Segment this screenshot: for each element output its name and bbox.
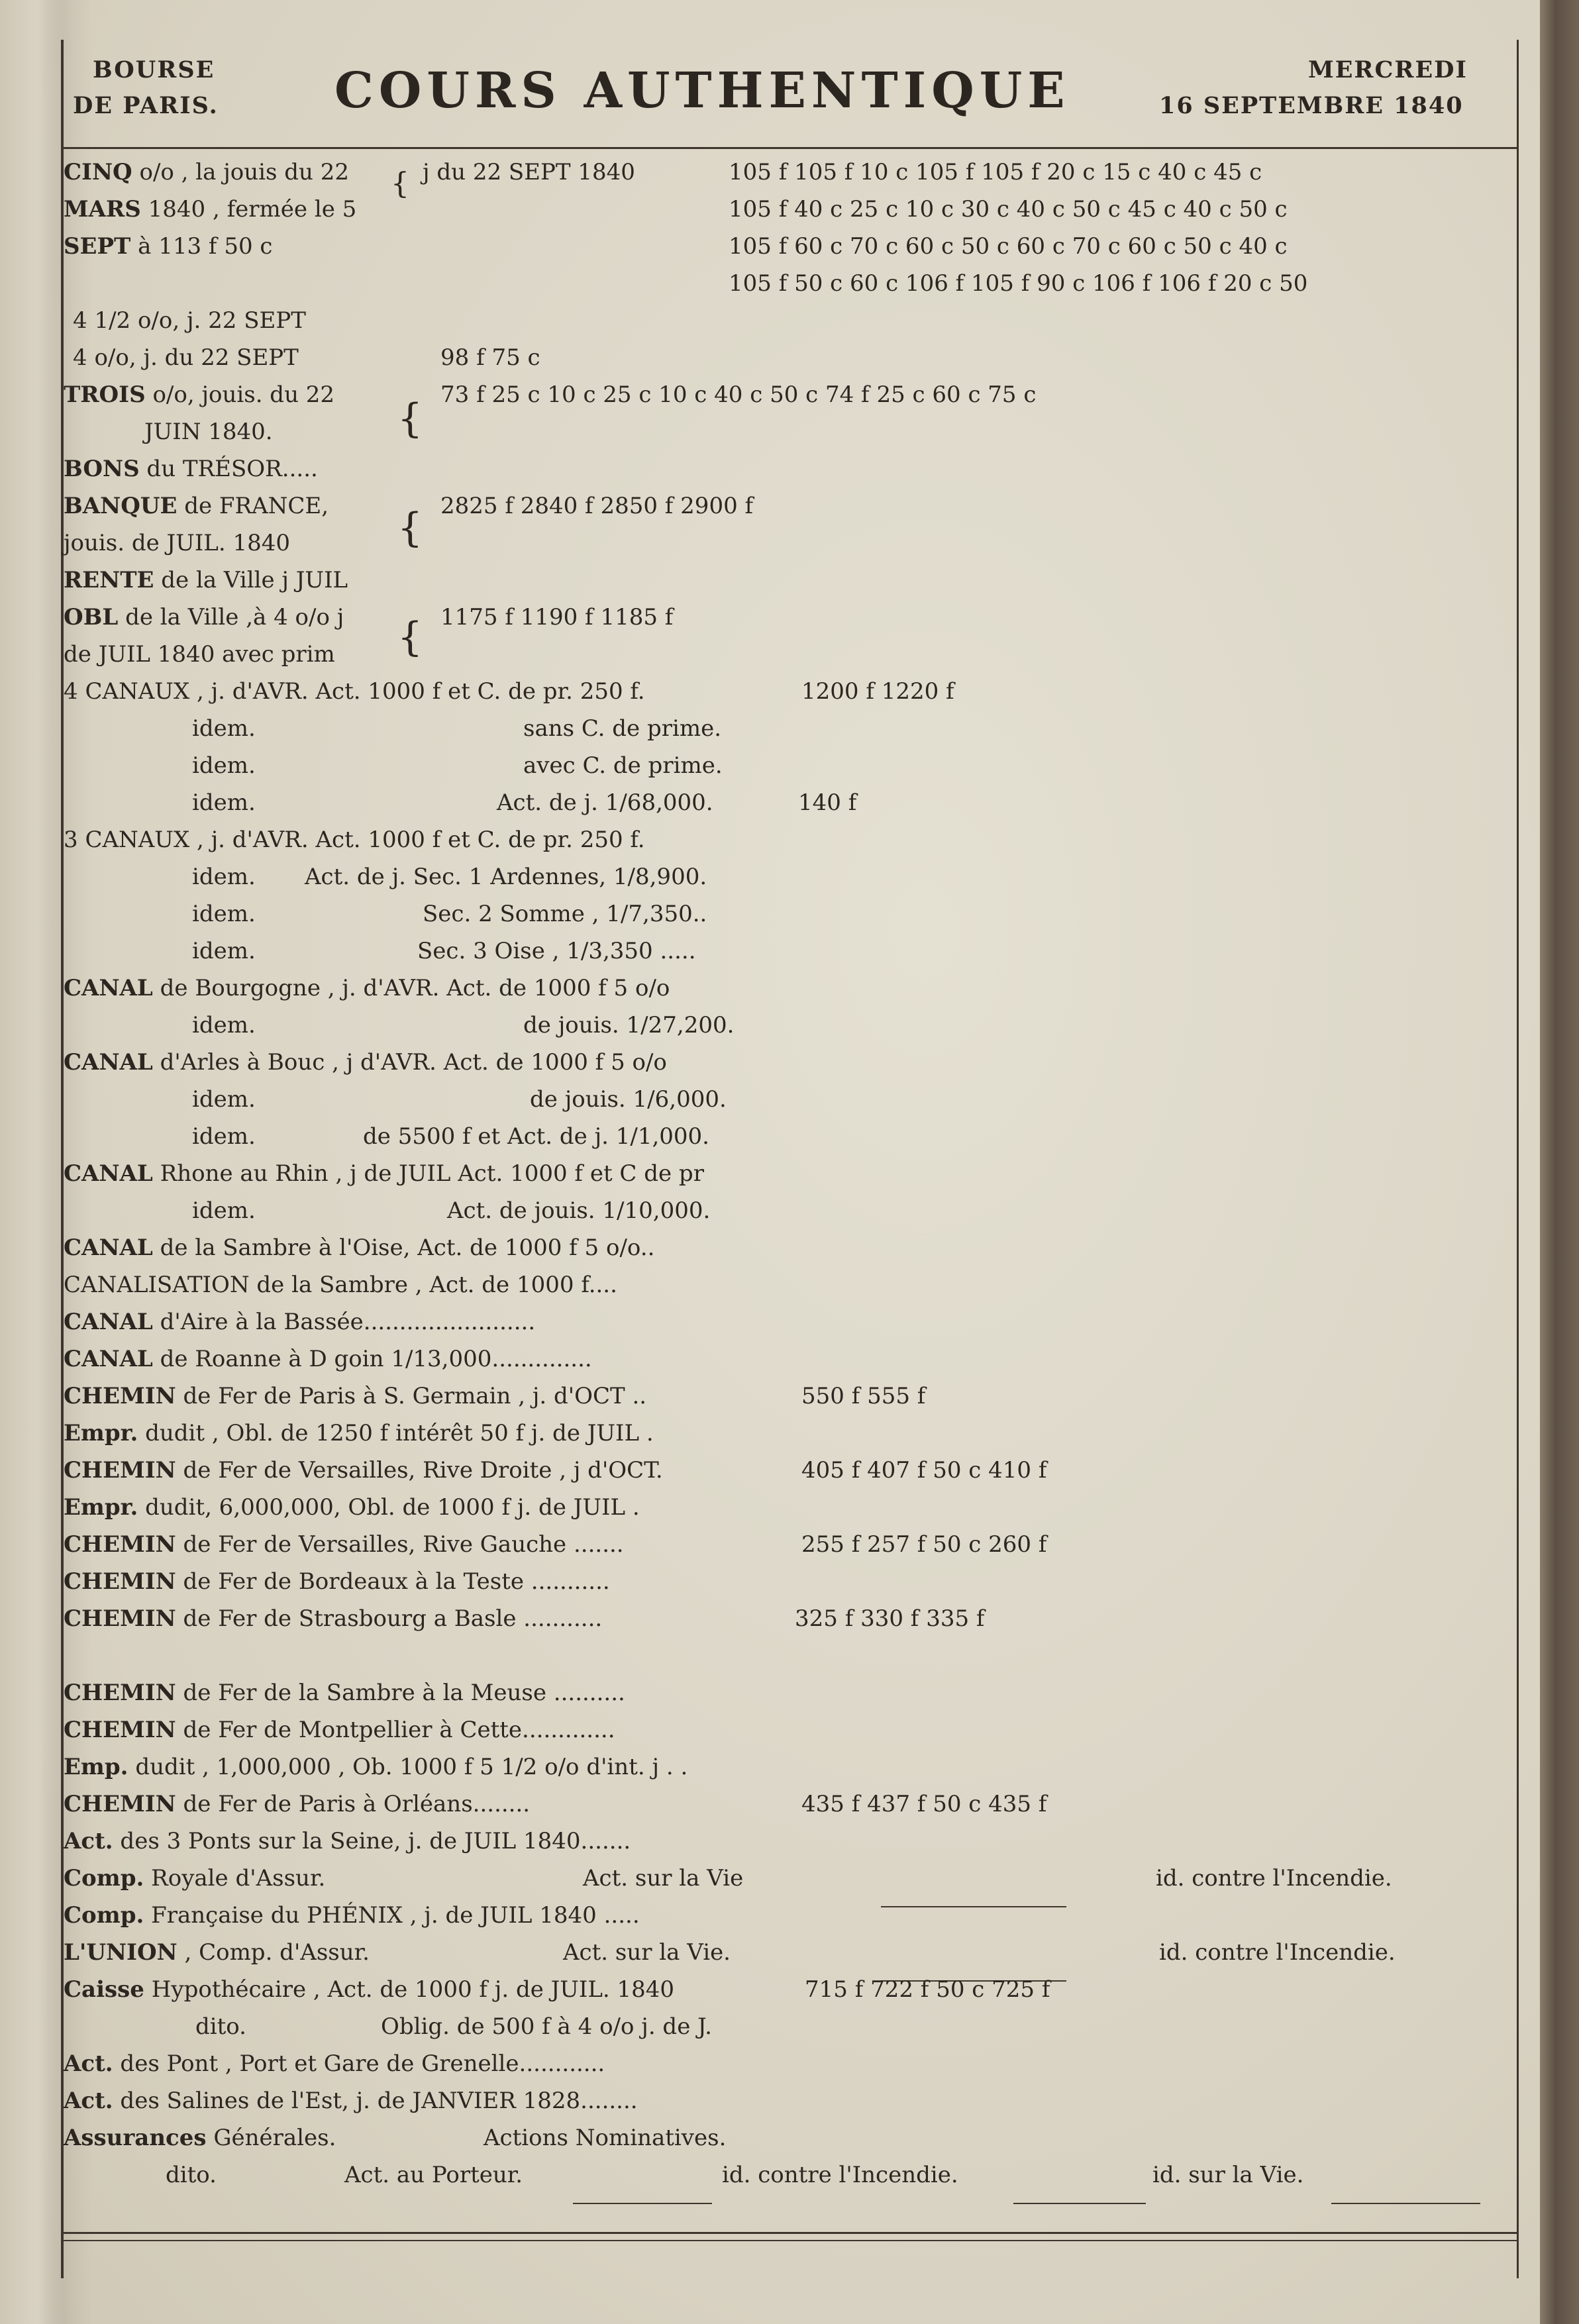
listing-label: CANAL d'Aire à la Bassée........................ [64, 1309, 536, 1335]
bottom-rule-1 [61, 2232, 1518, 2234]
listing-value: 435 f 437 f 50 c 435 f [801, 1791, 1047, 1817]
listing-value: idem. [192, 715, 256, 742]
listing-label: CHEMIN de Fer de Montpellier à Cette............. [64, 1717, 615, 1743]
listing-label: BONS du TRÉSOR..... [64, 456, 318, 482]
listing-value: idem. [192, 789, 256, 816]
listing-value: Act. de j. 1/68,000. [497, 789, 713, 816]
listing-value: 73 f 25 c 10 c 25 c 10 c 40 c 50 c 74 f 25 c 60 c 75 c [440, 381, 1037, 408]
listing-value: 325 f 330 f 335 f [795, 1605, 985, 1632]
listing-label: CHEMIN de Fer de Paris à S. Germain , j. d'OCT .. [64, 1383, 647, 1409]
listing-label: CHEMIN de Fer de la Sambre à la Meuse .......... [64, 1680, 625, 1706]
listing-value: idem. [192, 1123, 256, 1150]
listing-value: id. sur la Vie. [1152, 2162, 1304, 2188]
listing-value: Sec. 2 Somme , 1/7,350.. [423, 901, 707, 927]
listing-value: avec C. de prime. [523, 752, 723, 779]
blank-price-line [881, 1880, 1066, 1907]
blank-price-line [1013, 2176, 1146, 2204]
listing-value: idem. [192, 1086, 256, 1113]
listing-value: Act. de j. Sec. 1 Ardennes, 1/8,900. [305, 864, 707, 890]
right-border-line [1517, 40, 1519, 2278]
listing-value: de 5500 f et Act. de j. 1/1,000. [363, 1123, 709, 1150]
listing-label: CHEMIN de Fer de Paris à Orléans........ [64, 1791, 531, 1817]
listing-label: 4 o/o, j. du 22 SEPT [73, 344, 299, 371]
listing-label: CANAL de Roanne à D goin 1/13,000.............. [64, 1346, 592, 1372]
listing-label: TROIS o/o, jouis. du 22 [64, 381, 335, 408]
brace-mark: { [397, 505, 423, 551]
listing-label: CINQ o/o , la jouis du 22 [64, 159, 350, 185]
bottom-rule-2 [61, 2240, 1518, 2241]
listing-value: Actions Nominatives. [484, 2125, 727, 2151]
brace-mark: { [397, 614, 423, 660]
listing-label: BANQUE de FRANCE, [64, 493, 329, 519]
brace-mark: { [391, 167, 409, 201]
listing-label: CHEMIN de Fer de Strasbourg a Basle ........... [64, 1605, 603, 1632]
listing-value: 105 f 105 f 10 c 105 f 105 f 20 c 15 c 40 c 45 c [729, 159, 1262, 185]
listing-label: SEPT à 113 f 50 c [64, 233, 273, 260]
listing-label: Emp. dudit , 1,000,000 , Ob. 1000 f 5 1/2 o/o d'int. j . . [64, 1754, 688, 1780]
listing-label: CANALISATION de la Sambre , Act. de 1000 f.... [64, 1272, 617, 1298]
listing-value: de jouis. 1/27,200. [523, 1012, 735, 1038]
header-left-line1: BOURSE [93, 56, 215, 83]
listing-value: JUIN 1840. [144, 419, 273, 445]
listing-value: Act. sur la Vie. [563, 1939, 731, 1966]
listing-label: CANAL de Bourgogne , j. d'AVR. Act. de 1000 f 5 o/o [64, 975, 670, 1001]
listing-value: 550 f 555 f [801, 1383, 926, 1409]
listing-value: Act. sur la Vie [583, 1865, 744, 1892]
listing-value: idem. [192, 938, 256, 964]
listing-label: Act. des Pont , Port et Gare de Grenelle............ [64, 2050, 605, 2077]
listing-label: CHEMIN de Fer de Bordeaux à la Teste ........... [64, 1568, 610, 1595]
listing-label: CANAL Rhone au Rhin , j de JUIL Act. 1000 f et C de pr [64, 1160, 704, 1187]
listing-label: MARS 1840 , fermée le 5 [64, 196, 357, 223]
listing-value: id. contre l'Incendie. [1156, 1865, 1392, 1892]
listing-value: idem. [192, 1012, 256, 1038]
listing-label: 4 CANAUX , j. d'AVR. Act. 1000 f et C. de pr. 250 f. [64, 678, 645, 705]
listing-label: CHEMIN de Fer de Versailles, Rive Droite , j d'OCT. [64, 1457, 663, 1484]
listing-label: 4 1/2 o/o, j. 22 SEPT [73, 307, 306, 334]
listing-value: 105 f 60 c 70 c 60 c 50 c 60 c 70 c 60 c 50 c 40 c [729, 233, 1288, 260]
book-spine [1540, 0, 1579, 2324]
listing-value: 1200 f 1220 f [801, 678, 954, 705]
listing-value: de jouis. 1/6,000. [530, 1086, 727, 1113]
listing-value: idem. [192, 901, 256, 927]
listing-label: Act. des Salines de l'Est, j. de JANVIER 1828........ [64, 2088, 638, 2114]
listing-value: idem. [192, 752, 256, 779]
listing-label: jouis. de JUIL. 1840 [64, 530, 290, 556]
listing-value: 405 f 407 f 50 c 410 f [801, 1457, 1047, 1484]
listing-label: RENTE de la Ville j JUIL [64, 567, 348, 593]
listing-label: Assurances Générales. [64, 2125, 336, 2151]
listing-value: idem. [192, 1197, 256, 1224]
page-title: COURS AUTHENTIQUE [334, 62, 1070, 119]
listing-value: dito. [166, 2162, 217, 2188]
listing-label: 3 CANAUX , j. d'AVR. Act. 1000 f et C. de pr. 250 f. [64, 827, 645, 853]
listing-label: Act. des 3 Ponts sur la Seine, j. de JUIL 1840....... [64, 1828, 631, 1854]
blank-price-line [573, 2176, 712, 2204]
listing-label: Comp. Royale d'Assur. [64, 1865, 326, 1892]
listing-label: CANAL d'Arles à Bouc , j d'AVR. Act. de 1000 f 5 o/o [64, 1049, 667, 1076]
listing-value: Sec. 3 Oise , 1/3,350 ..... [417, 938, 696, 964]
listing-value: 255 f 257 f 50 c 260 f [801, 1531, 1047, 1558]
listing-label: Caisse Hypothécaire , Act. de 1000 f j. de JUIL. 1840 [64, 1976, 675, 2003]
listing-label: CHEMIN de Fer de Versailles, Rive Gauche ....... [64, 1531, 624, 1558]
header-left-line2: DE PARIS. [73, 92, 219, 119]
listing-label: Empr. dudit , Obl. de 1250 f intérêt 50 f j. de JUIL . [64, 1420, 654, 1446]
listing-label: Comp. Française du PHÉNIX , j. de JUIL 1840 ..... [64, 1902, 640, 1929]
listing-value: dito. [195, 2013, 246, 2040]
listing-value: Act. de jouis. 1/10,000. [447, 1197, 711, 1224]
listing-value: 140 f [798, 789, 857, 816]
listing-value: j du 22 SEPT 1840 [423, 159, 635, 185]
listing-label: de JUIL 1840 avec prim [64, 641, 335, 668]
listing-label: OBL de la Ville ,à 4 o/o j [64, 604, 344, 631]
listing-label: CANAL de la Sambre à l'Oise, Act. de 1000 f 5 o/o.. [64, 1235, 655, 1261]
listing-value: id. contre l'Incendie. [1159, 1939, 1396, 1966]
listing-value: Act. au Porteur. [344, 2162, 523, 2188]
listing-value: 98 f 75 c [440, 344, 540, 371]
brace-mark: { [397, 395, 423, 442]
listing-value: Oblig. de 500 f à 4 o/o j. de J. [381, 2013, 712, 2040]
header-right-line2: 16 SEPTEMBRE 1840 [1159, 92, 1464, 119]
listing-label: Empr. dudit, 6,000,000, Obl. de 1000 f j. de JUIL . [64, 1494, 640, 1521]
listing-value: sans C. de prime. [523, 715, 722, 742]
listing-value: idem. [192, 864, 256, 890]
listing-value: 2825 f 2840 f 2850 f 2900 f [440, 493, 754, 519]
listing-value: 105 f 40 c 25 c 10 c 30 c 40 c 50 c 45 c 40 c 50 c [729, 196, 1288, 223]
page-gutter-shadow [0, 0, 64, 2324]
header-right-line1: MERCREDI [1308, 56, 1468, 83]
listing-label: L'UNION , Comp. d'Assur. [64, 1939, 370, 1966]
listing-value: 105 f 50 c 60 c 106 f 105 f 90 c 106 f 106 f 20 c 50 [729, 270, 1308, 297]
listing-value: id. contre l'Incendie. [722, 2162, 958, 2188]
listing-value: 1175 f 1190 f 1185 f [440, 604, 674, 631]
blank-price-line [1331, 2176, 1480, 2204]
listing-value: 715 f 722 f 50 c 725 f [805, 1976, 1050, 2003]
header-rule [61, 147, 1518, 149]
